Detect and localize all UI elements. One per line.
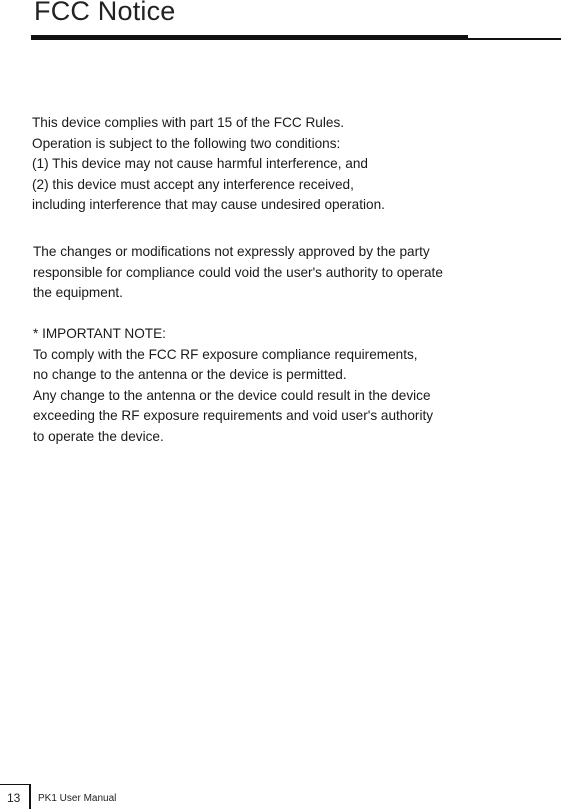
fcc-compliance-paragraph: This device complies with part 15 of the FCC Rules. Operation is subject to the following two conditions: (1) This device may not cause harmful interference, and (2) this device must accept any interference received, including interference that may cause undesired operation. xyxy=(32,115,385,212)
manual-label: PK1 User Manual xyxy=(38,793,117,804)
page-number: 13 xyxy=(7,791,21,805)
footer-divider xyxy=(29,784,31,809)
page-title: FCC Notice xyxy=(34,0,176,26)
header-rule xyxy=(31,35,468,40)
header-rule-extension xyxy=(468,38,561,40)
footer-top-rule xyxy=(0,784,30,785)
rf-exposure-paragraph: The changes or modifications not expressly approved by the party responsible for compliance could void the user's authority to operate the equipment. * IMPORTANT NOTE: To comply with the FCC RF exposure compliance requirements, no change to the antenna or the device is permitted. Any change to the antenna or the device could result in the device exceeding the RF exposure requirements and void user's authority to operate the device. xyxy=(33,244,443,444)
